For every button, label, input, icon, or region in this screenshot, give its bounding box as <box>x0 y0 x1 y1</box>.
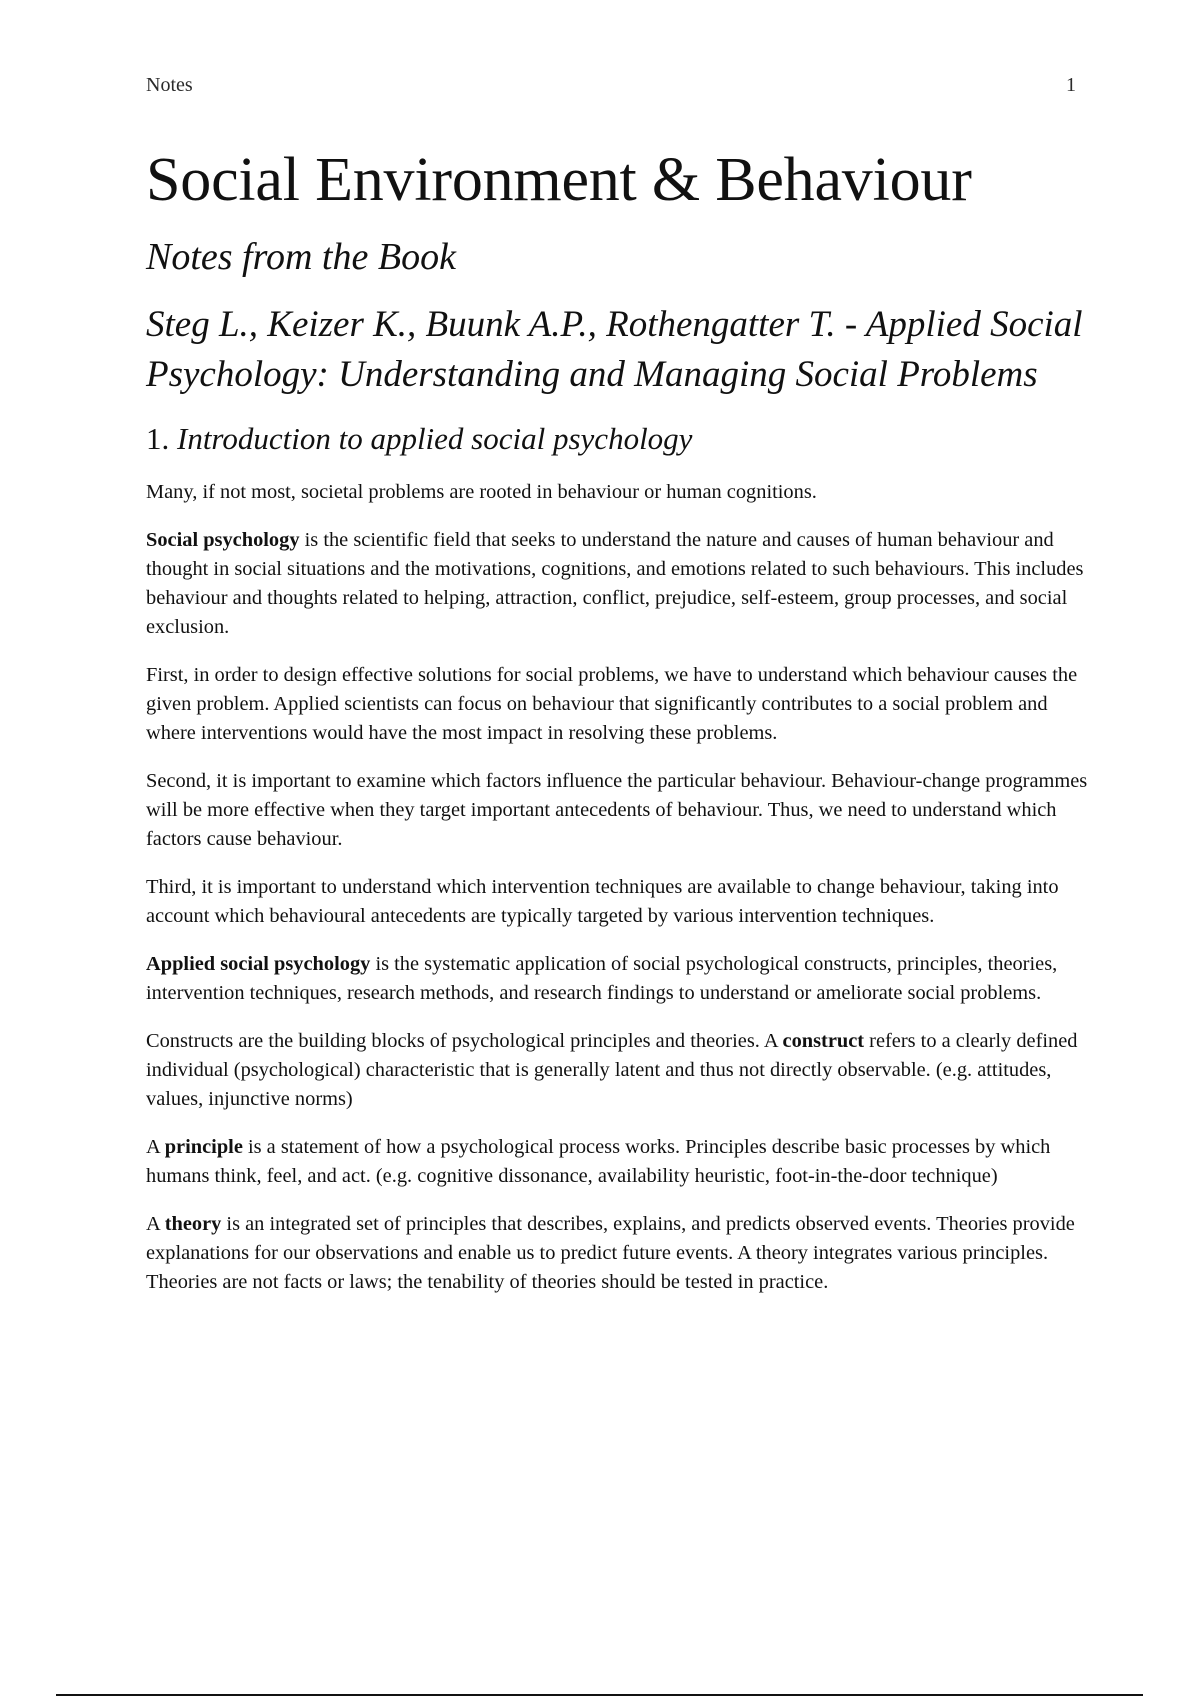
paragraph-text: A <box>146 1136 165 1158</box>
paragraph-text: Constructs are the building blocks of psychological principles and theories. A <box>146 1030 783 1052</box>
paragraph-construct <box>146 1027 1101 1114</box>
paragraph-intro: Many, if not most, societal problems are rooted in behaviour or human cognitions. <box>146 481 817 503</box>
book-reference: Steg L., Keizer K., Buunk A.P., Rothengatter T. - Applied Social Psychology: Understanding and Managing Social Problems <box>146 304 1083 395</box>
paragraph-theory <box>146 1210 1101 1297</box>
term-construct: construct <box>782 1030 865 1052</box>
paragraph-text: refers to a clearly defined individual (psychological) characteristic that is generally latent and thus not directly observable. (e.g. attitudes, values, injunctive norms) <box>146 1030 1078 1110</box>
paragraph-social-psychology <box>146 526 1101 642</box>
document-title: Social Environment & Behaviour <box>146 146 972 214</box>
term-applied-social-psychology: Applied social psychology <box>146 953 371 975</box>
page-number: 1 <box>1066 74 1076 96</box>
header-label: Notes <box>146 74 193 96</box>
paragraph-text: is the scientific field that seeks to understand the nature and causes of human behaviour and thought in social situations and the motivations, cognitions, and emotions related to such behaviours. This includes behaviour and thoughts related to helping, attraction, conflict, prejudice, self-esteem, group processes, and social exclusion. <box>146 529 1084 638</box>
paragraph-text: is a statement of how a psychological process works. Principles describe basic processes by which humans think, feel, and act. (e.g. cognitive dissonance, availability heuristic, foot-in-the-door technique) <box>146 1136 1051 1187</box>
paragraph-principle <box>146 1133 1101 1191</box>
paragraph-second: Second, it is important to examine which factors influence the particular behaviour. Behaviour-change programmes will be more effective when they target important antecedents of behaviour. Thus, we need to understand which factors cause behaviour. <box>146 770 1088 850</box>
document-content <box>146 140 1101 1316</box>
footer-divider <box>56 1694 1143 1696</box>
chapter-heading <box>146 418 1101 460</box>
document-subtitle: Notes from the Book <box>146 236 456 278</box>
term-social-psychology: Social psychology <box>146 529 300 551</box>
paragraph-applied-social-psychology <box>146 950 1101 1008</box>
paragraph-text: A <box>146 1213 165 1235</box>
term-theory: theory <box>164 1213 222 1235</box>
paragraph-third: Third, it is important to understand which intervention techniques are available to change behaviour, taking into account which behavioural antecedents are typically targeted by various intervention techniques. <box>146 876 1059 927</box>
chapter-title: Introduction to applied social psychology <box>177 421 693 456</box>
paragraph-first: First, in order to design effective solutions for social problems, we have to understand which behaviour causes the given problem. Applied scientists can focus on behaviour that significantly contributes to a social problem and where interventions would have the most impact in resolving these problems. <box>146 664 1078 744</box>
body-text <box>146 478 1101 1297</box>
chapter-number: 1. <box>146 421 170 456</box>
running-header <box>146 74 1076 97</box>
term-principle: principle <box>164 1136 243 1158</box>
paragraph-text: is the systematic application of social psychological constructs, principles, theories, intervention techniques, research methods, and research findings to understand or ameliorate social problems. <box>146 953 1058 1004</box>
paragraph-text: is an integrated set of principles that describes, explains, and predicts observed events. Theories provide explanations for our observations and enable us to predict future events. A theory integrates various principles. Theories are not facts or laws; the tenability of theories should be tested in practice. <box>146 1213 1075 1293</box>
